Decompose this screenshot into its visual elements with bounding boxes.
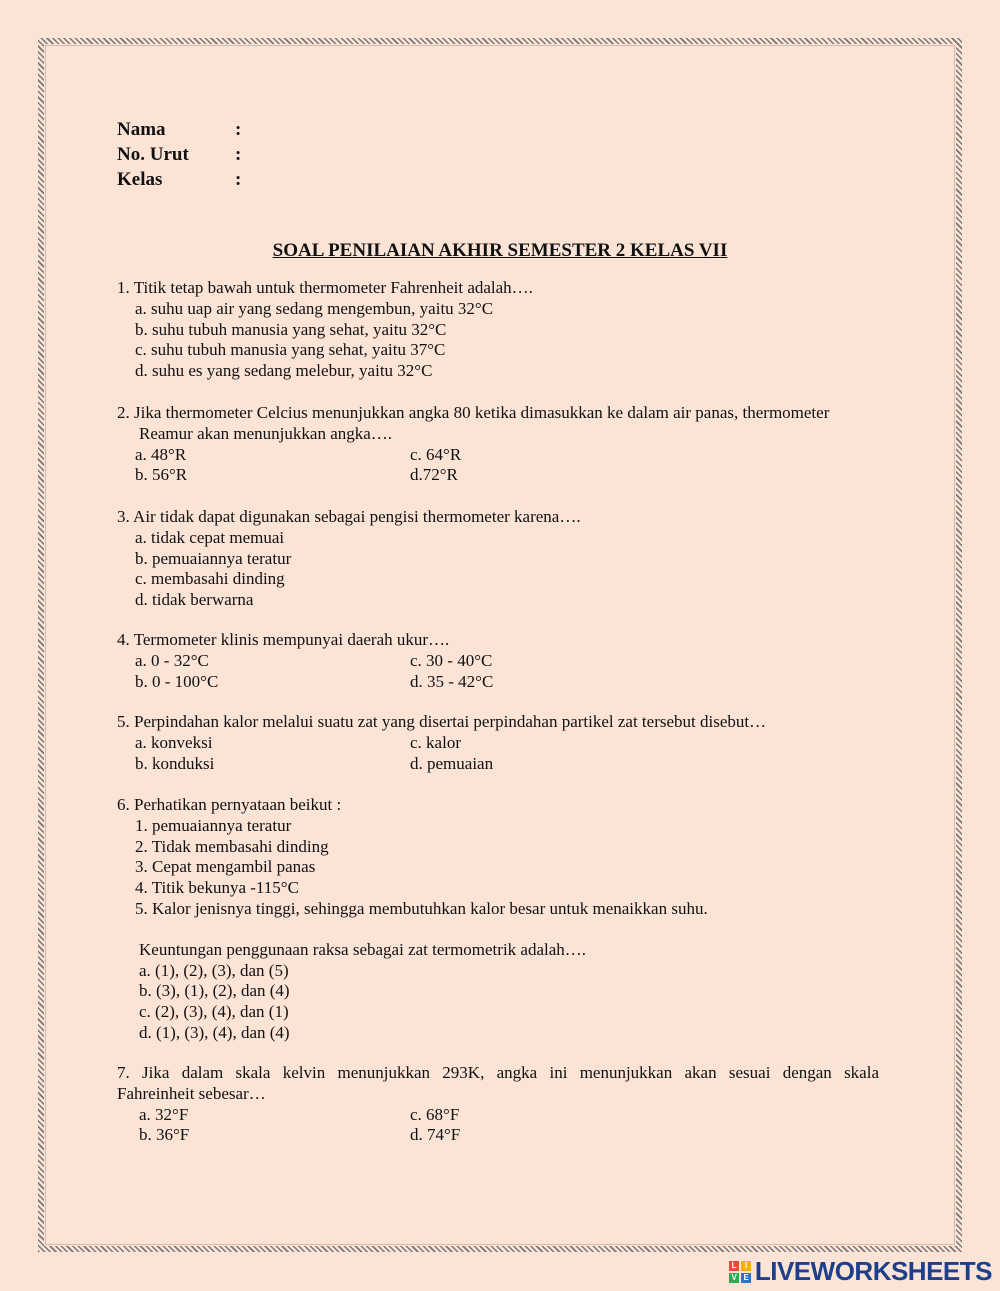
option: b. 0 - 100°C — [135, 671, 219, 691]
option: b. (3), (1), (2), dan (4) — [139, 981, 290, 1001]
statement: 1. pemuaiannya teratur — [135, 815, 292, 835]
option: c. kalor — [410, 732, 461, 752]
student-info-header — [117, 117, 241, 192]
option: c. 68°F — [410, 1104, 460, 1124]
option: c. suhu tubuh manusia yang sehat, yaitu 37°C — [135, 340, 446, 360]
question-prompt: Keuntungan penggunaan raksa sebagai zat termometrik adalah…. — [139, 939, 587, 959]
question-4 — [117, 630, 493, 692]
class-field: Kelas : — [117, 169, 242, 190]
option: d. suhu es yang sedang melebur, yaitu 32°C — [135, 361, 433, 381]
question-text: 1. Titik tetap bawah untuk thermometer Fahrenheit adalah…. — [117, 278, 533, 297]
option: d. (1), (3), (4), dan (4) — [139, 1022, 290, 1042]
statement: 5. Kalor jenisnya tinggi, sehingga membutuhkan kalor besar untuk menaikkan suhu. — [135, 898, 708, 918]
option: b. suhu tubuh manusia yang sehat, yaitu 32°C — [135, 319, 447, 339]
option: a. (1), (2), (3), dan (5) — [139, 960, 289, 980]
question-7 — [117, 1063, 879, 1146]
option: d. 35 - 42°C — [410, 671, 494, 691]
option: d. tidak berwarna — [135, 590, 254, 610]
option: b. 36°F — [139, 1125, 190, 1145]
statement: 3. Cepat mengambil panas — [135, 857, 316, 877]
option: b. konduksi — [135, 753, 215, 773]
statement: 4. Titik bekunya -115°C — [135, 878, 299, 898]
question-5 — [117, 712, 766, 774]
option: d. 74°F — [410, 1125, 461, 1145]
option: a. suhu uap air yang sedang mengembun, yaitu 32°C — [135, 298, 494, 318]
question-text-continued: Fahreinheit sebesar… — [117, 1083, 266, 1103]
option: c. (2), (3), (4), dan (1) — [139, 1002, 289, 1022]
logo-text: LIVEWORKSHEETS — [754, 1256, 992, 1286]
logo-icon: L I V E — [729, 1261, 751, 1283]
question-2 — [117, 403, 829, 486]
question-text: 2. Jika thermometer Celcius menunjukkan angka 80 ketika dimasukkan ke dalam air panas, thermometer — [117, 403, 830, 422]
option: c. 30 - 40°C — [410, 650, 493, 670]
name-field: Nama : — [117, 119, 242, 140]
question-3 — [117, 507, 581, 611]
option: c. 64°R — [410, 444, 462, 464]
option: c. membasahi dinding — [135, 569, 285, 589]
statement: 2. Tidak membasahi dinding — [135, 836, 329, 856]
option: a. 48°R — [135, 444, 187, 464]
option: a. 0 - 32°C — [135, 650, 209, 670]
question-text: 3. Air tidak dapat digunakan sebagai pengisi thermometer karena…. — [117, 507, 581, 526]
option: a. tidak cepat memuai — [135, 527, 285, 547]
liveworksheets-logo — [729, 1256, 992, 1287]
option: d. pemuaian — [410, 753, 494, 773]
option: a. 32°F — [139, 1104, 189, 1124]
option: b. pemuaiannya teratur — [135, 548, 292, 568]
question-text: 5. Perpindahan kalor melalui suatu zat yang disertai perpindahan partikel zat tersebut disebut… — [117, 712, 767, 731]
option: d.72°R — [410, 465, 458, 485]
question-6 — [117, 795, 708, 1044]
page-title: SOAL PENILAIAN AKHIR SEMESTER 2 KELAS VII — [272, 240, 728, 261]
option: a. konveksi — [135, 732, 213, 752]
question-1 — [117, 278, 533, 382]
question-text: 7. Jika dalam skala kelvin menunjukkan 293K, angka ini menunjukkan akan sesuai dengan skala — [117, 1063, 879, 1082]
option: b. 56°R — [135, 465, 188, 485]
question-text: 6. Perhatikan pernyataan beikut : — [117, 795, 342, 814]
question-text-continued: Reamur akan menunjukkan angka…. — [139, 423, 393, 443]
number-field: No. Urut : — [117, 144, 242, 165]
question-text: 4. Termometer klinis mempunyai daerah ukur…. — [117, 630, 450, 649]
